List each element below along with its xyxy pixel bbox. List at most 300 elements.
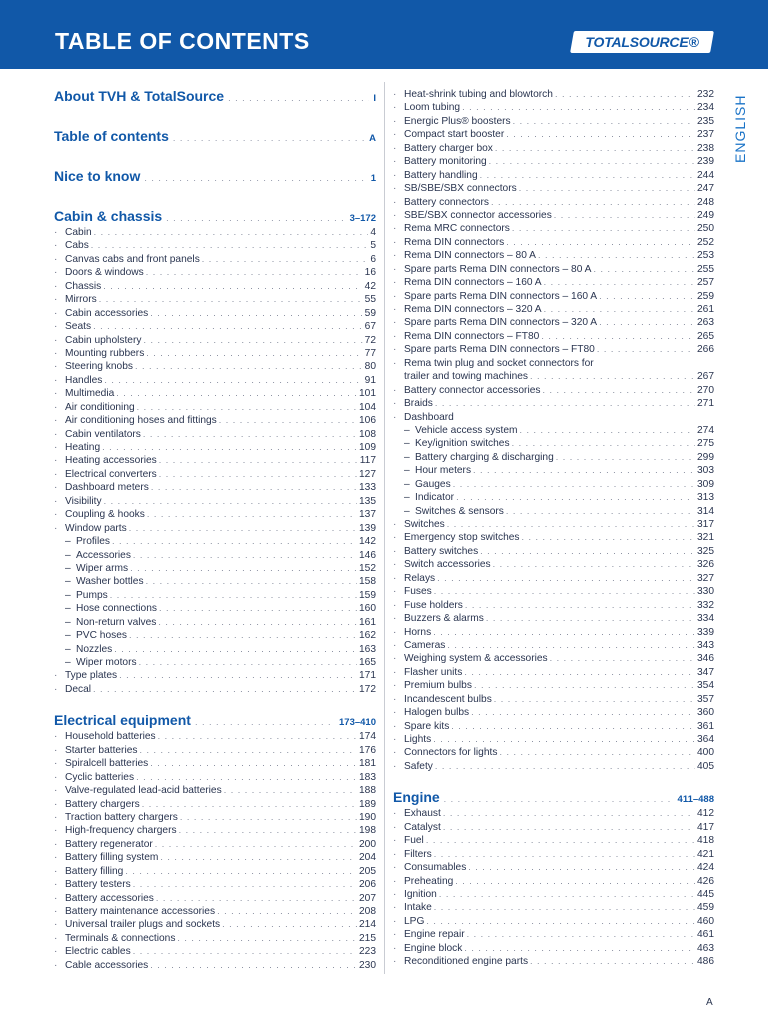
toc-section-page: 173–410 [339, 717, 376, 729]
toc-item-rema-din-connectors-160-a[interactable] [393, 276, 714, 289]
dot-leader [474, 679, 695, 692]
toc-item-page: 165 [359, 657, 376, 668]
toc-item-preheating[interactable] [393, 875, 714, 888]
toc-item-page: 347 [697, 666, 714, 678]
toc-item-label: Visibility [65, 495, 102, 507]
toc-item-nozzles[interactable] [54, 643, 376, 656]
toc-item-household-batteries[interactable] [54, 730, 376, 743]
toc-item-page: 239 [697, 156, 714, 168]
dash-icon: – [404, 478, 410, 490]
toc-item-intake[interactable] [393, 901, 714, 914]
toc-item-safety[interactable] [393, 760, 714, 773]
toc-section-table-of-contents[interactable] [54, 126, 376, 146]
toc-item-seats[interactable] [54, 320, 376, 333]
toc-item-spare-parts-rema-din-connectors-160-a[interactable] [393, 290, 714, 303]
toc-item-label: Battery testers [65, 879, 131, 891]
toc-item-trailer-and-towing-machines[interactable] [393, 370, 714, 383]
toc-item-profiles[interactable] [54, 535, 376, 548]
bullet-icon: · [393, 129, 397, 141]
toc-item-engine-block[interactable] [393, 942, 714, 955]
toc-item-fuel[interactable] [393, 834, 714, 847]
toc-item-window-parts[interactable] [54, 522, 376, 535]
toc-item-label: Air conditioning hoses and fittings [65, 415, 217, 427]
toc-section-electrical-equipment[interactable] [54, 710, 376, 730]
toc-item-electric-cables[interactable] [54, 945, 376, 958]
bullet-icon: · [393, 862, 397, 874]
toc-item-page: 214 [359, 919, 376, 931]
toc-item-page: 183 [359, 771, 376, 783]
dot-leader [159, 468, 357, 481]
toc-item-starter-batteries[interactable] [54, 744, 376, 757]
toc-item-heat-shrink-tubing-and-blowtorch[interactable] [393, 88, 714, 101]
toc-item-page: 215 [359, 932, 376, 944]
dot-leader [519, 182, 695, 195]
toc-item-page: 257 [697, 277, 714, 289]
toc-item-heating-accessories[interactable] [54, 454, 376, 467]
bullet-icon: · [54, 455, 58, 467]
toc-item-battery-regenerator[interactable] [54, 838, 376, 851]
toc-item-page: 418 [697, 835, 714, 847]
dot-leader [133, 549, 357, 562]
toc-item-switches-sensors[interactable] [393, 505, 714, 518]
toc-item-page: 163 [359, 643, 376, 655]
toc-item-dashboard[interactable] [393, 411, 714, 424]
toc-item-buzzers-alarms[interactable] [393, 612, 714, 625]
bullet-icon: · [54, 785, 58, 797]
toc-item-consumables[interactable] [393, 861, 714, 874]
bullet-icon: · [393, 734, 397, 745]
toc-item-rema-din-connectors-80-a[interactable] [393, 249, 714, 262]
toc-item-page: 400 [697, 747, 714, 759]
bullet-icon: · [54, 388, 58, 400]
toc-item-coupling-hooks[interactable] [54, 508, 376, 521]
toc-item-page: 133 [359, 482, 376, 494]
toc-item-page: 270 [697, 384, 714, 396]
toc-item-page: 261 [697, 304, 714, 315]
toc-item-catalyst[interactable] [393, 821, 714, 834]
toc-section-nice-to-know[interactable] [54, 166, 376, 186]
toc-item-spiralcell-batteries[interactable] [54, 757, 376, 770]
bullet-icon: · [393, 747, 397, 759]
toc-item-premium-bulbs[interactable] [393, 679, 714, 692]
bullet-icon: · [54, 919, 58, 931]
toc-item-page: 101 [359, 388, 376, 400]
toc-item-wiper-motors[interactable] [54, 656, 376, 669]
toc-item-label: Valve-regulated lead-acid batteries [65, 785, 222, 797]
bullet-icon: · [54, 253, 58, 265]
toc-item-relays[interactable] [393, 572, 714, 585]
dash-icon: – [404, 451, 410, 463]
dot-leader [512, 222, 695, 235]
bullet-icon: · [393, 532, 397, 544]
dot-leader [443, 807, 695, 820]
toc-item-label: Spare parts Rema DIN connectors – 160 A [404, 290, 598, 302]
toc-section-engine[interactable] [393, 787, 714, 807]
dot-leader [112, 535, 357, 548]
bullet-icon: · [54, 347, 58, 359]
toc-item-page: 248 [697, 196, 714, 208]
toc-item-battery-maintenance-accessories[interactable] [54, 905, 376, 918]
toc-item-label: Loom tubing [404, 102, 461, 114]
toc-item-air-conditioning[interactable] [54, 401, 376, 414]
toc-item-mirrors[interactable] [54, 293, 376, 306]
toc-item-battery-switches[interactable] [393, 545, 714, 558]
toc-item-spare-kits[interactable] [393, 720, 714, 733]
toc-item-valve-regulated-lead-acid-batteries[interactable] [54, 784, 376, 797]
bullet-icon: · [54, 865, 58, 877]
dot-leader [495, 142, 695, 155]
toc-item-label: Cabs [65, 240, 89, 252]
toc-item-cabin-accessories[interactable] [54, 307, 376, 320]
toc-item-handles[interactable] [54, 374, 376, 387]
bullet-icon: · [54, 932, 58, 944]
column-divider [384, 82, 385, 974]
toc-item-label: Window parts [65, 522, 127, 534]
dot-leader [435, 397, 695, 410]
toc-item-cable-accessories[interactable] [54, 959, 376, 972]
toc-item-label: Rema twin plug and socket connectors for [404, 357, 594, 369]
toc-section-page: A [369, 133, 376, 144]
toc-item-page: 459 [697, 902, 714, 914]
bullet-icon: · [54, 294, 58, 306]
toc-item-lpg[interactable] [393, 915, 714, 928]
toc-item-accessories[interactable] [54, 549, 376, 562]
bullet-icon: · [54, 798, 58, 810]
toc-item-switch-accessories[interactable] [393, 558, 714, 571]
dot-leader [150, 959, 357, 972]
dot-leader [104, 495, 357, 508]
toc-item-battery-charger-box[interactable] [393, 142, 714, 155]
dot-leader [156, 892, 357, 905]
bullet-icon: · [54, 442, 58, 453]
toc-item-page: 152 [359, 562, 376, 574]
toc-item-label: Heat-shrink tubing and blowtorch [404, 89, 553, 100]
toc-item-fuse-holders[interactable] [393, 599, 714, 612]
toc-item-page: 16 [364, 267, 376, 279]
toc-item-label: Coupling & hooks [65, 509, 145, 521]
toc-item-connectors-for-lights[interactable] [393, 746, 714, 759]
toc-item-switches[interactable] [393, 518, 714, 531]
toc-item-page: 91 [364, 374, 376, 386]
toc-item-hose-connections[interactable] [54, 602, 376, 615]
toc-item-gauges[interactable] [393, 478, 714, 491]
bullet-icon: · [393, 653, 397, 665]
dot-leader [480, 545, 695, 558]
bullet-icon: · [393, 142, 397, 154]
toc-item-compact-start-booster[interactable] [393, 128, 714, 141]
toc-item-sbe-sbx-connector-accessories[interactable] [393, 209, 714, 222]
dot-leader [434, 585, 695, 598]
toc-item-halogen-bulbs[interactable] [393, 706, 714, 719]
bullet-icon: · [393, 693, 397, 705]
toc-item-mounting-rubbers[interactable] [54, 347, 376, 360]
toc-item-type-plates[interactable] [54, 669, 376, 682]
bullet-icon: · [393, 559, 397, 571]
toc-item-horns[interactable] [393, 626, 714, 639]
bullet-icon: · [393, 545, 397, 557]
toc-item-cyclic-batteries[interactable] [54, 771, 376, 784]
toc-item-pumps[interactable] [54, 589, 376, 602]
toc-item-label: Horns [404, 626, 432, 638]
toc-item-page: 253 [697, 250, 714, 262]
toc-item-cabin-upholstery[interactable] [54, 334, 376, 347]
toc-item-weighing-system-accessories[interactable] [393, 652, 714, 665]
toc-item-label: Reconditioned engine parts [404, 956, 529, 968]
toc-item-page: 232 [697, 89, 714, 100]
toc-item-page: 274 [697, 424, 714, 436]
toc-section-page: I [373, 93, 376, 104]
toc-item-exhaust[interactable] [393, 807, 714, 820]
bullet-icon: · [54, 879, 58, 891]
toc-section-label: Nice to know [54, 168, 141, 184]
toc-item-label: Spiralcell batteries [65, 758, 149, 770]
toc-item-reconditioned-engine-parts[interactable] [393, 955, 714, 968]
toc-item-rema-din-connectors[interactable] [393, 236, 714, 249]
toc-item-label: Battery maintenance accessories [65, 906, 216, 917]
toc-item-page: 207 [359, 892, 376, 904]
dot-leader [437, 572, 695, 585]
toc-item-battery-monitoring[interactable] [393, 155, 714, 168]
dash-icon: – [65, 630, 71, 642]
dot-leader [119, 669, 357, 682]
bullet-icon: · [54, 509, 58, 521]
toc-item-high-frequency-chargers[interactable] [54, 824, 376, 837]
toc-item-label: Fuel [404, 835, 424, 847]
toc-item-page: 412 [697, 808, 714, 820]
toc-item-cabin[interactable] [54, 226, 376, 239]
toc-item-battery-handling[interactable] [393, 169, 714, 182]
toc-item-label: Nozzles [76, 643, 113, 655]
toc-item-page: 235 [697, 115, 714, 127]
dot-leader [542, 384, 695, 397]
dash-icon: – [65, 576, 71, 588]
toc-item-cabs[interactable] [54, 239, 376, 252]
dot-leader [180, 811, 357, 824]
toc-item-loom-tubing[interactable] [393, 101, 714, 114]
toc-item-steering-knobs[interactable] [54, 360, 376, 373]
toc-item-spare-parts-rema-din-connectors-ft80[interactable] [393, 343, 714, 356]
bullet-icon: · [393, 102, 397, 114]
dot-leader [91, 239, 369, 252]
toc-item-universal-trailer-plugs-and-sockets[interactable] [54, 918, 376, 931]
dot-leader [155, 838, 357, 851]
bullet-icon: · [393, 344, 397, 356]
dot-leader [554, 209, 695, 222]
toc-item-rema-din-connectors-320-a[interactable] [393, 303, 714, 316]
toc-column-left [54, 80, 376, 972]
toc-item-dashboard-meters[interactable] [54, 481, 376, 494]
toc-section-page: 411–488 [677, 794, 714, 806]
toc-item-label: Washer bottles [76, 576, 144, 588]
toc-item-battery-chargers[interactable] [54, 798, 376, 811]
toc-item-label: Energic Plus® boosters [404, 115, 511, 127]
toc-item-page: 174 [359, 731, 376, 743]
toc-item-air-conditioning-hoses-and-fittings[interactable] [54, 414, 376, 427]
toc-item-page: 72 [364, 334, 376, 346]
bullet-icon: · [54, 334, 58, 346]
toc-item-label: Rema DIN connectors [404, 236, 505, 248]
bullet-icon: · [54, 495, 58, 507]
toc-item-braids[interactable] [393, 397, 714, 410]
dot-leader [147, 508, 357, 521]
toc-item-page: 234 [697, 102, 714, 114]
toc-item-label: Universal trailer plugs and sockets [65, 919, 221, 931]
toc-item-canvas-cabs-and-front-panels[interactable] [54, 253, 376, 266]
toc-item-label: Non-return valves [76, 616, 157, 628]
toc-item-electrical-converters[interactable] [54, 468, 376, 481]
toc-item-cabin-ventilators[interactable] [54, 428, 376, 441]
toc-item-rema-twin-plug-and-socket-connectors-for[interactable] [393, 357, 714, 370]
toc-item-pvc-hoses[interactable] [54, 629, 376, 642]
toc-item-terminals-connections[interactable] [54, 932, 376, 945]
toc-item-wiper-arms[interactable] [54, 562, 376, 575]
toc-item-engine-repair[interactable] [393, 928, 714, 941]
toc-item-battery-filling-system[interactable] [54, 851, 376, 864]
toc-item-page: 109 [359, 442, 376, 453]
toc-item-label: Electric cables [65, 946, 131, 958]
toc-item-rema-din-connectors-ft80[interactable] [393, 330, 714, 343]
toc-item-page: 445 [697, 888, 714, 900]
toc-item-washer-bottles[interactable] [54, 575, 376, 588]
bullet-icon: · [393, 183, 397, 195]
toc-item-page: 426 [697, 875, 714, 887]
bullet-icon: · [393, 519, 397, 530]
toc-item-lights[interactable] [393, 733, 714, 746]
toc-item-label: Engine repair [404, 929, 465, 941]
toc-item-label: Wiper motors [76, 657, 137, 668]
toc-item-label: Chassis [65, 280, 102, 292]
dot-leader [480, 169, 695, 182]
dot-leader [593, 263, 695, 276]
toc-item-page: 357 [697, 693, 714, 705]
toc-item-heating[interactable] [54, 441, 376, 454]
toc-item-battery-charging-discharging[interactable] [393, 451, 714, 464]
bullet-icon: · [393, 680, 397, 692]
dot-leader [434, 848, 695, 861]
toc-item-page: 108 [359, 428, 376, 440]
toc-item-battery-testers[interactable] [54, 878, 376, 891]
toc-item-decal[interactable] [54, 683, 376, 696]
dot-leader [222, 918, 357, 931]
toc-item-label: Indicator [415, 492, 455, 504]
toc-item-indicator[interactable] [393, 491, 714, 504]
toc-item-page: 339 [697, 626, 714, 638]
dot-leader [453, 478, 695, 491]
dot-leader [125, 865, 357, 878]
toc-item-chassis[interactable] [54, 280, 376, 293]
bullet-icon: · [393, 169, 397, 181]
bullet-icon: · [54, 946, 58, 958]
toc-item-label: Wiper arms [76, 562, 129, 574]
toc-item-cameras[interactable] [393, 639, 714, 652]
toc-item-energic-plus-boosters[interactable] [393, 115, 714, 128]
dot-leader [93, 683, 357, 696]
toc-item-page: 247 [697, 183, 714, 195]
toc-section-label: Electrical equipment [54, 712, 191, 729]
dot-leader [116, 387, 357, 400]
dot-leader [104, 374, 362, 387]
toc-item-page: 5 [370, 240, 376, 252]
dot-leader [224, 784, 357, 797]
dot-leader [447, 639, 695, 652]
toc-item-ignition[interactable] [393, 888, 714, 901]
dot-leader [137, 401, 357, 414]
toc-item-label: Battery monitoring [404, 156, 487, 168]
toc-item-battery-filling[interactable] [54, 865, 376, 878]
toc-item-label: Steering knobs [65, 361, 133, 373]
toc-item-label: Switch accessories [404, 559, 491, 571]
toc-item-label: Premium bulbs [404, 680, 472, 692]
toc-item-doors-windows[interactable] [54, 266, 376, 279]
toc-item-battery-connector-accessories[interactable] [393, 384, 714, 397]
toc-item-battery-accessories[interactable] [54, 892, 376, 905]
toc-item-vehicle-access-system[interactable] [393, 424, 714, 437]
toc-item-filters[interactable] [393, 848, 714, 861]
toc-item-sb-sbe-sbx-connectors[interactable] [393, 182, 714, 195]
toc-item-label: Doors & windows [65, 267, 144, 279]
toc-item-label: Terminals & connections [65, 932, 176, 944]
toc-section-cabin-chassis[interactable] [54, 206, 376, 226]
toc-item-page: 4 [370, 227, 376, 238]
dot-leader [513, 115, 695, 128]
toc-item-page: 117 [359, 455, 376, 467]
bullet-icon: · [54, 482, 58, 494]
toc-item-page: 142 [359, 536, 376, 548]
toc-item-flasher-units[interactable] [393, 666, 714, 679]
toc-item-emergency-stop-switches[interactable] [393, 531, 714, 544]
toc-item-battery-connectors[interactable] [393, 196, 714, 209]
dash-icon: – [65, 643, 71, 655]
bullet-icon: · [393, 263, 397, 275]
bullet-icon: · [54, 522, 58, 534]
toc-item-label: Seats [65, 321, 92, 333]
toc-section-about-tvh-totalsource[interactable] [54, 86, 376, 106]
toc-item-label: SBE/SBX connector accessories [404, 209, 552, 221]
toc-item-multimedia[interactable] [54, 387, 376, 400]
dot-leader [499, 746, 695, 759]
dot-leader [489, 155, 695, 168]
dot-leader [143, 334, 362, 347]
toc-item-visibility[interactable] [54, 495, 376, 508]
bullet-icon: · [54, 670, 58, 682]
toc-item-key-ignition-switches[interactable] [393, 437, 714, 450]
toc-item-page: 354 [697, 680, 714, 692]
dot-leader [506, 128, 695, 141]
toc-item-page: 460 [697, 915, 714, 927]
toc-item-hour-meters[interactable] [393, 464, 714, 477]
toc-item-label: Spare kits [404, 720, 450, 732]
toc-item-label: Battery filling system [65, 852, 159, 864]
dot-leader [494, 693, 695, 706]
bullet-icon: · [54, 758, 58, 770]
toc-item-spare-parts-rema-din-connectors-320-a[interactable] [393, 316, 714, 329]
toc-item-spare-parts-rema-din-connectors-80-a[interactable] [393, 263, 714, 276]
toc-item-fuses[interactable] [393, 585, 714, 598]
bullet-icon: · [393, 357, 397, 369]
toc-item-traction-battery-chargers[interactable] [54, 811, 376, 824]
dot-leader [544, 303, 695, 316]
dash-icon: – [65, 549, 71, 561]
toc-item-label: Mounting rubbers [65, 347, 145, 359]
toc-item-incandescent-bulbs[interactable] [393, 693, 714, 706]
bullet-icon: · [54, 361, 58, 373]
toc-item-non-return-valves[interactable] [54, 616, 376, 629]
toc-item-rema-mrc-connectors[interactable] [393, 222, 714, 235]
bullet-icon: · [393, 89, 397, 100]
bullet-icon: · [393, 720, 397, 732]
toc-item-label: Cyclic batteries [65, 771, 135, 783]
toc-item-label: Fuses [404, 586, 432, 598]
